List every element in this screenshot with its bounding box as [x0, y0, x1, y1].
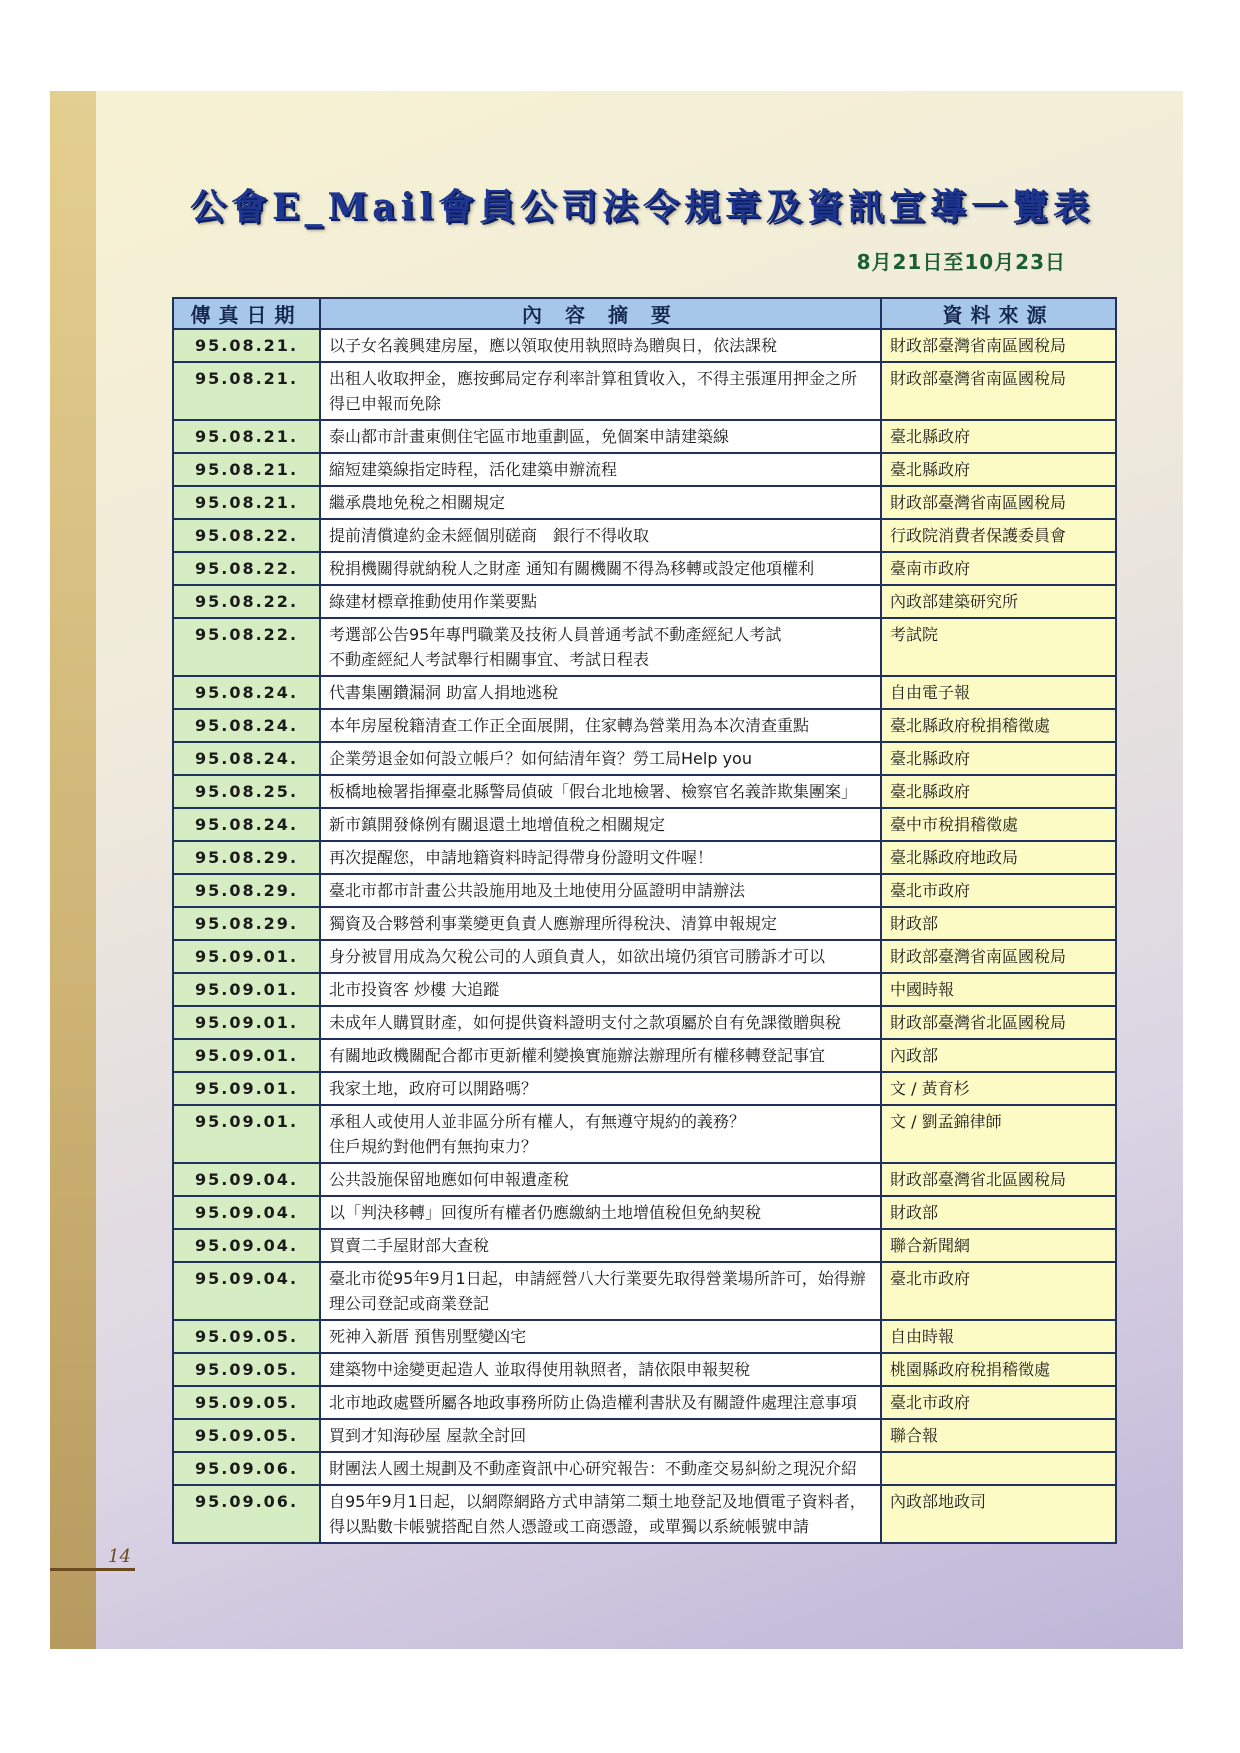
header-source: 資料來源	[881, 298, 1116, 329]
table-header-row	[173, 298, 1116, 329]
date-cell: 95.09.01.	[173, 1072, 320, 1105]
source-cell: 內政部	[881, 1039, 1116, 1072]
summary-cell: 本年房屋稅籍清查工作正全面展開，住家轉為營業用為本次清查重點	[320, 709, 881, 742]
summary-cell: 有關地政機關配合都市更新權利變換實施辦法辦理所有權移轉登記事宜	[320, 1039, 881, 1072]
source-cell: 桃園縣政府稅捐稽徵處	[881, 1353, 1116, 1386]
table-row	[173, 973, 1116, 1006]
table-row	[173, 453, 1116, 486]
source-cell: 財政部臺灣省南區國稅局	[881, 362, 1116, 420]
table-row	[173, 552, 1116, 585]
summary-cell: 自95年9月1日起，以網際網路方式申請第二類土地登記及地價電子資料者，得以點數卡帳號搭配自然人憑證或工商憑證，或單獨以系統帳號申請	[320, 1485, 881, 1543]
date-cell: 95.08.25.	[173, 775, 320, 808]
table-row	[173, 1386, 1116, 1419]
summary-cell: 綠建材標章推動使用作業要點	[320, 585, 881, 618]
summary-cell: 以子女名義興建房屋，應以領取使用執照時為贈與日，依法課稅	[320, 329, 881, 362]
table-row	[173, 742, 1116, 775]
footer-rule	[50, 1568, 135, 1571]
source-cell: 自由時報	[881, 1320, 1116, 1353]
source-cell: 臺北市政府	[881, 1386, 1116, 1419]
date-cell: 95.09.05.	[173, 1419, 320, 1452]
table-row	[173, 1485, 1116, 1543]
source-cell: 臺南市政府	[881, 552, 1116, 585]
date-cell: 95.08.22.	[173, 519, 320, 552]
date-cell: 95.08.21.	[173, 420, 320, 453]
summary-cell: 考選部公告95年專門職業及技術人員普通考試不動產經紀人考試 不動產經紀人考試舉行相關事宜、考試日程表	[320, 618, 881, 676]
page-title: 公會E_Mail會員公司法令規章及資訊宣導一覽表	[190, 186, 1094, 228]
source-cell: 財政部	[881, 907, 1116, 940]
date-cell: 95.09.01.	[173, 1039, 320, 1072]
source-cell: 行政院消費者保護委員會	[881, 519, 1116, 552]
summary-cell: 泰山都市計畫東側住宅區市地重劃區，免個案申請建築線	[320, 420, 881, 453]
summary-cell: 財團法人國土規劃及不動產資訊中心研究報告：不動產交易糾紛之現況介紹	[320, 1452, 881, 1485]
page	[50, 91, 1183, 1649]
summary-cell: 板橋地檢署指揮臺北縣警局偵破「假台北地檢署、檢察官名義詐欺集團案」	[320, 775, 881, 808]
table-row	[173, 1196, 1116, 1229]
source-cell: 臺北市政府	[881, 874, 1116, 907]
table-row	[173, 1353, 1116, 1386]
source-cell: 聯合新聞網	[881, 1229, 1116, 1262]
source-cell: 考試院	[881, 618, 1116, 676]
summary-cell: 獨資及合夥營利事業變更負責人應辦理所得稅決、清算申報規定	[320, 907, 881, 940]
table-row	[173, 1229, 1116, 1262]
source-cell: 自由電子報	[881, 676, 1116, 709]
summary-cell: 以「判決移轉」回復所有權者仍應繳納土地增值稅但免納契稅	[320, 1196, 881, 1229]
summary-cell: 承租人或使用人並非區分所有權人，有無遵守規約的義務？ 住戶規約對他們有無拘束力？	[320, 1105, 881, 1163]
date-cell: 95.09.01.	[173, 1105, 320, 1163]
date-cell: 95.08.21.	[173, 329, 320, 362]
date-cell: 95.09.05.	[173, 1386, 320, 1419]
summary-cell: 死神入新厝 預售別墅變凶宅	[320, 1320, 881, 1353]
table-row	[173, 1105, 1116, 1163]
table-row	[173, 329, 1116, 362]
source-cell: 臺北縣政府	[881, 775, 1116, 808]
table-row	[173, 362, 1116, 420]
date-cell: 95.08.22.	[173, 585, 320, 618]
date-cell: 95.09.01.	[173, 1006, 320, 1039]
decorative-spine	[50, 91, 96, 1649]
table-row	[173, 618, 1116, 676]
summary-cell: 新市鎮開發條例有關退還土地增值稅之相關規定	[320, 808, 881, 841]
table-row	[173, 775, 1116, 808]
source-cell: 財政部臺灣省北區國稅局	[881, 1163, 1116, 1196]
source-cell: 內政部建築研究所	[881, 585, 1116, 618]
summary-cell: 企業勞退金如何設立帳戶？如何結清年資？勞工局Help you	[320, 742, 881, 775]
date-range: 8月21日至10月23日	[856, 250, 1066, 274]
source-cell: 臺北縣政府	[881, 742, 1116, 775]
summary-cell: 提前清償違約金未經個別磋商 銀行不得收取	[320, 519, 881, 552]
date-cell: 95.08.24.	[173, 742, 320, 775]
date-cell: 95.08.24.	[173, 709, 320, 742]
table-row	[173, 1452, 1116, 1485]
table-row	[173, 841, 1116, 874]
header-summary: 內 容 摘 要	[320, 298, 881, 329]
source-cell	[881, 1452, 1116, 1485]
summary-cell: 買賣二手屋財部大查稅	[320, 1229, 881, 1262]
summary-cell: 建築物中途變更起造人 並取得使用執照者，請依限申報契稅	[320, 1353, 881, 1386]
source-cell: 財政部	[881, 1196, 1116, 1229]
table-row	[173, 1320, 1116, 1353]
summary-cell: 稅捐機關得就納稅人之財產 通知有關機關不得為移轉或設定他項權利	[320, 552, 881, 585]
date-cell: 95.09.01.	[173, 940, 320, 973]
table-row	[173, 1419, 1116, 1452]
date-cell: 95.08.21.	[173, 453, 320, 486]
source-cell: 中國時報	[881, 973, 1116, 1006]
announcement-table	[172, 297, 1117, 1544]
table-body	[173, 329, 1116, 1543]
table-row	[173, 907, 1116, 940]
table-row	[173, 874, 1116, 907]
summary-cell: 臺北市都市計畫公共設施用地及土地使用分區證明申請辦法	[320, 874, 881, 907]
summary-cell: 未成年人購買財產，如何提供資料證明支付之款項屬於自有免課徵贈與稅	[320, 1006, 881, 1039]
date-cell: 95.08.24.	[173, 808, 320, 841]
summary-cell: 繼承農地免稅之相關規定	[320, 486, 881, 519]
source-cell: 臺北縣政府稅捐稽徵處	[881, 709, 1116, 742]
date-cell: 95.09.06.	[173, 1485, 320, 1543]
table-row	[173, 940, 1116, 973]
date-cell: 95.09.06.	[173, 1452, 320, 1485]
date-cell: 95.08.22.	[173, 618, 320, 676]
source-cell: 財政部臺灣省南區國稅局	[881, 329, 1116, 362]
summary-cell: 北市投資客 炒樓 大追蹤	[320, 973, 881, 1006]
date-cell: 95.09.04.	[173, 1262, 320, 1320]
summary-cell: 臺北市從95年9月1日起，申請經營八大行業要先取得營業場所許可，始得辦理公司登記或商業登記	[320, 1262, 881, 1320]
source-cell: 財政部臺灣省南區國稅局	[881, 940, 1116, 973]
table-row	[173, 519, 1116, 552]
table-row	[173, 486, 1116, 519]
source-cell: 文 / 黃育杉	[881, 1072, 1116, 1105]
table-row	[173, 1039, 1116, 1072]
source-cell: 臺北縣政府	[881, 453, 1116, 486]
source-cell: 臺北市政府	[881, 1262, 1116, 1320]
summary-cell: 公共設施保留地應如何申報遺產稅	[320, 1163, 881, 1196]
date-cell: 95.09.04.	[173, 1229, 320, 1262]
summary-cell: 身分被冒用成為欠稅公司的人頭負責人，如欲出境仍須官司勝訴才可以	[320, 940, 881, 973]
source-cell: 內政部地政司	[881, 1485, 1116, 1543]
date-cell: 95.09.01.	[173, 973, 320, 1006]
date-cell: 95.08.21.	[173, 362, 320, 420]
date-cell: 95.08.21.	[173, 486, 320, 519]
header-date: 傳真日期	[173, 298, 320, 329]
date-cell: 95.08.22.	[173, 552, 320, 585]
date-cell: 95.08.24.	[173, 676, 320, 709]
summary-cell: 北市地政處暨所屬各地政事務所防止偽造權利書狀及有關證件處理注意事項	[320, 1386, 881, 1419]
summary-cell: 代書集團鑽漏洞 助富人捐地逃稅	[320, 676, 881, 709]
source-cell: 財政部臺灣省南區國稅局	[881, 486, 1116, 519]
page-number: 14	[108, 1546, 131, 1567]
source-cell: 財政部臺灣省北區國稅局	[881, 1006, 1116, 1039]
date-cell: 95.09.04.	[173, 1163, 320, 1196]
table-row	[173, 1262, 1116, 1320]
source-cell: 聯合報	[881, 1419, 1116, 1452]
summary-cell: 再次提醒您，申請地籍資料時記得帶身份證明文件喔！	[320, 841, 881, 874]
source-cell: 臺北縣政府地政局	[881, 841, 1116, 874]
summary-cell: 出租人收取押金，應按郵局定存利率計算租賃收入，不得主張運用押金之所得已申報而免除	[320, 362, 881, 420]
date-cell: 95.09.05.	[173, 1320, 320, 1353]
table-row	[173, 1006, 1116, 1039]
summary-cell: 買到才知海砂屋 屋款全討回	[320, 1419, 881, 1452]
table-row	[173, 709, 1116, 742]
summary-cell: 縮短建築線指定時程，活化建築申辦流程	[320, 453, 881, 486]
source-cell: 臺中市稅捐稽徵處	[881, 808, 1116, 841]
table-row	[173, 1163, 1116, 1196]
table-row	[173, 420, 1116, 453]
source-cell: 臺北縣政府	[881, 420, 1116, 453]
table-row	[173, 676, 1116, 709]
date-cell: 95.09.04.	[173, 1196, 320, 1229]
summary-cell: 我家土地，政府可以開路嗎？	[320, 1072, 881, 1105]
table-row	[173, 1072, 1116, 1105]
date-cell: 95.08.29.	[173, 841, 320, 874]
date-cell: 95.08.29.	[173, 907, 320, 940]
table-row	[173, 808, 1116, 841]
date-cell: 95.09.05.	[173, 1353, 320, 1386]
source-cell: 文 / 劉孟錦律師	[881, 1105, 1116, 1163]
date-cell: 95.08.29.	[173, 874, 320, 907]
table-row	[173, 585, 1116, 618]
